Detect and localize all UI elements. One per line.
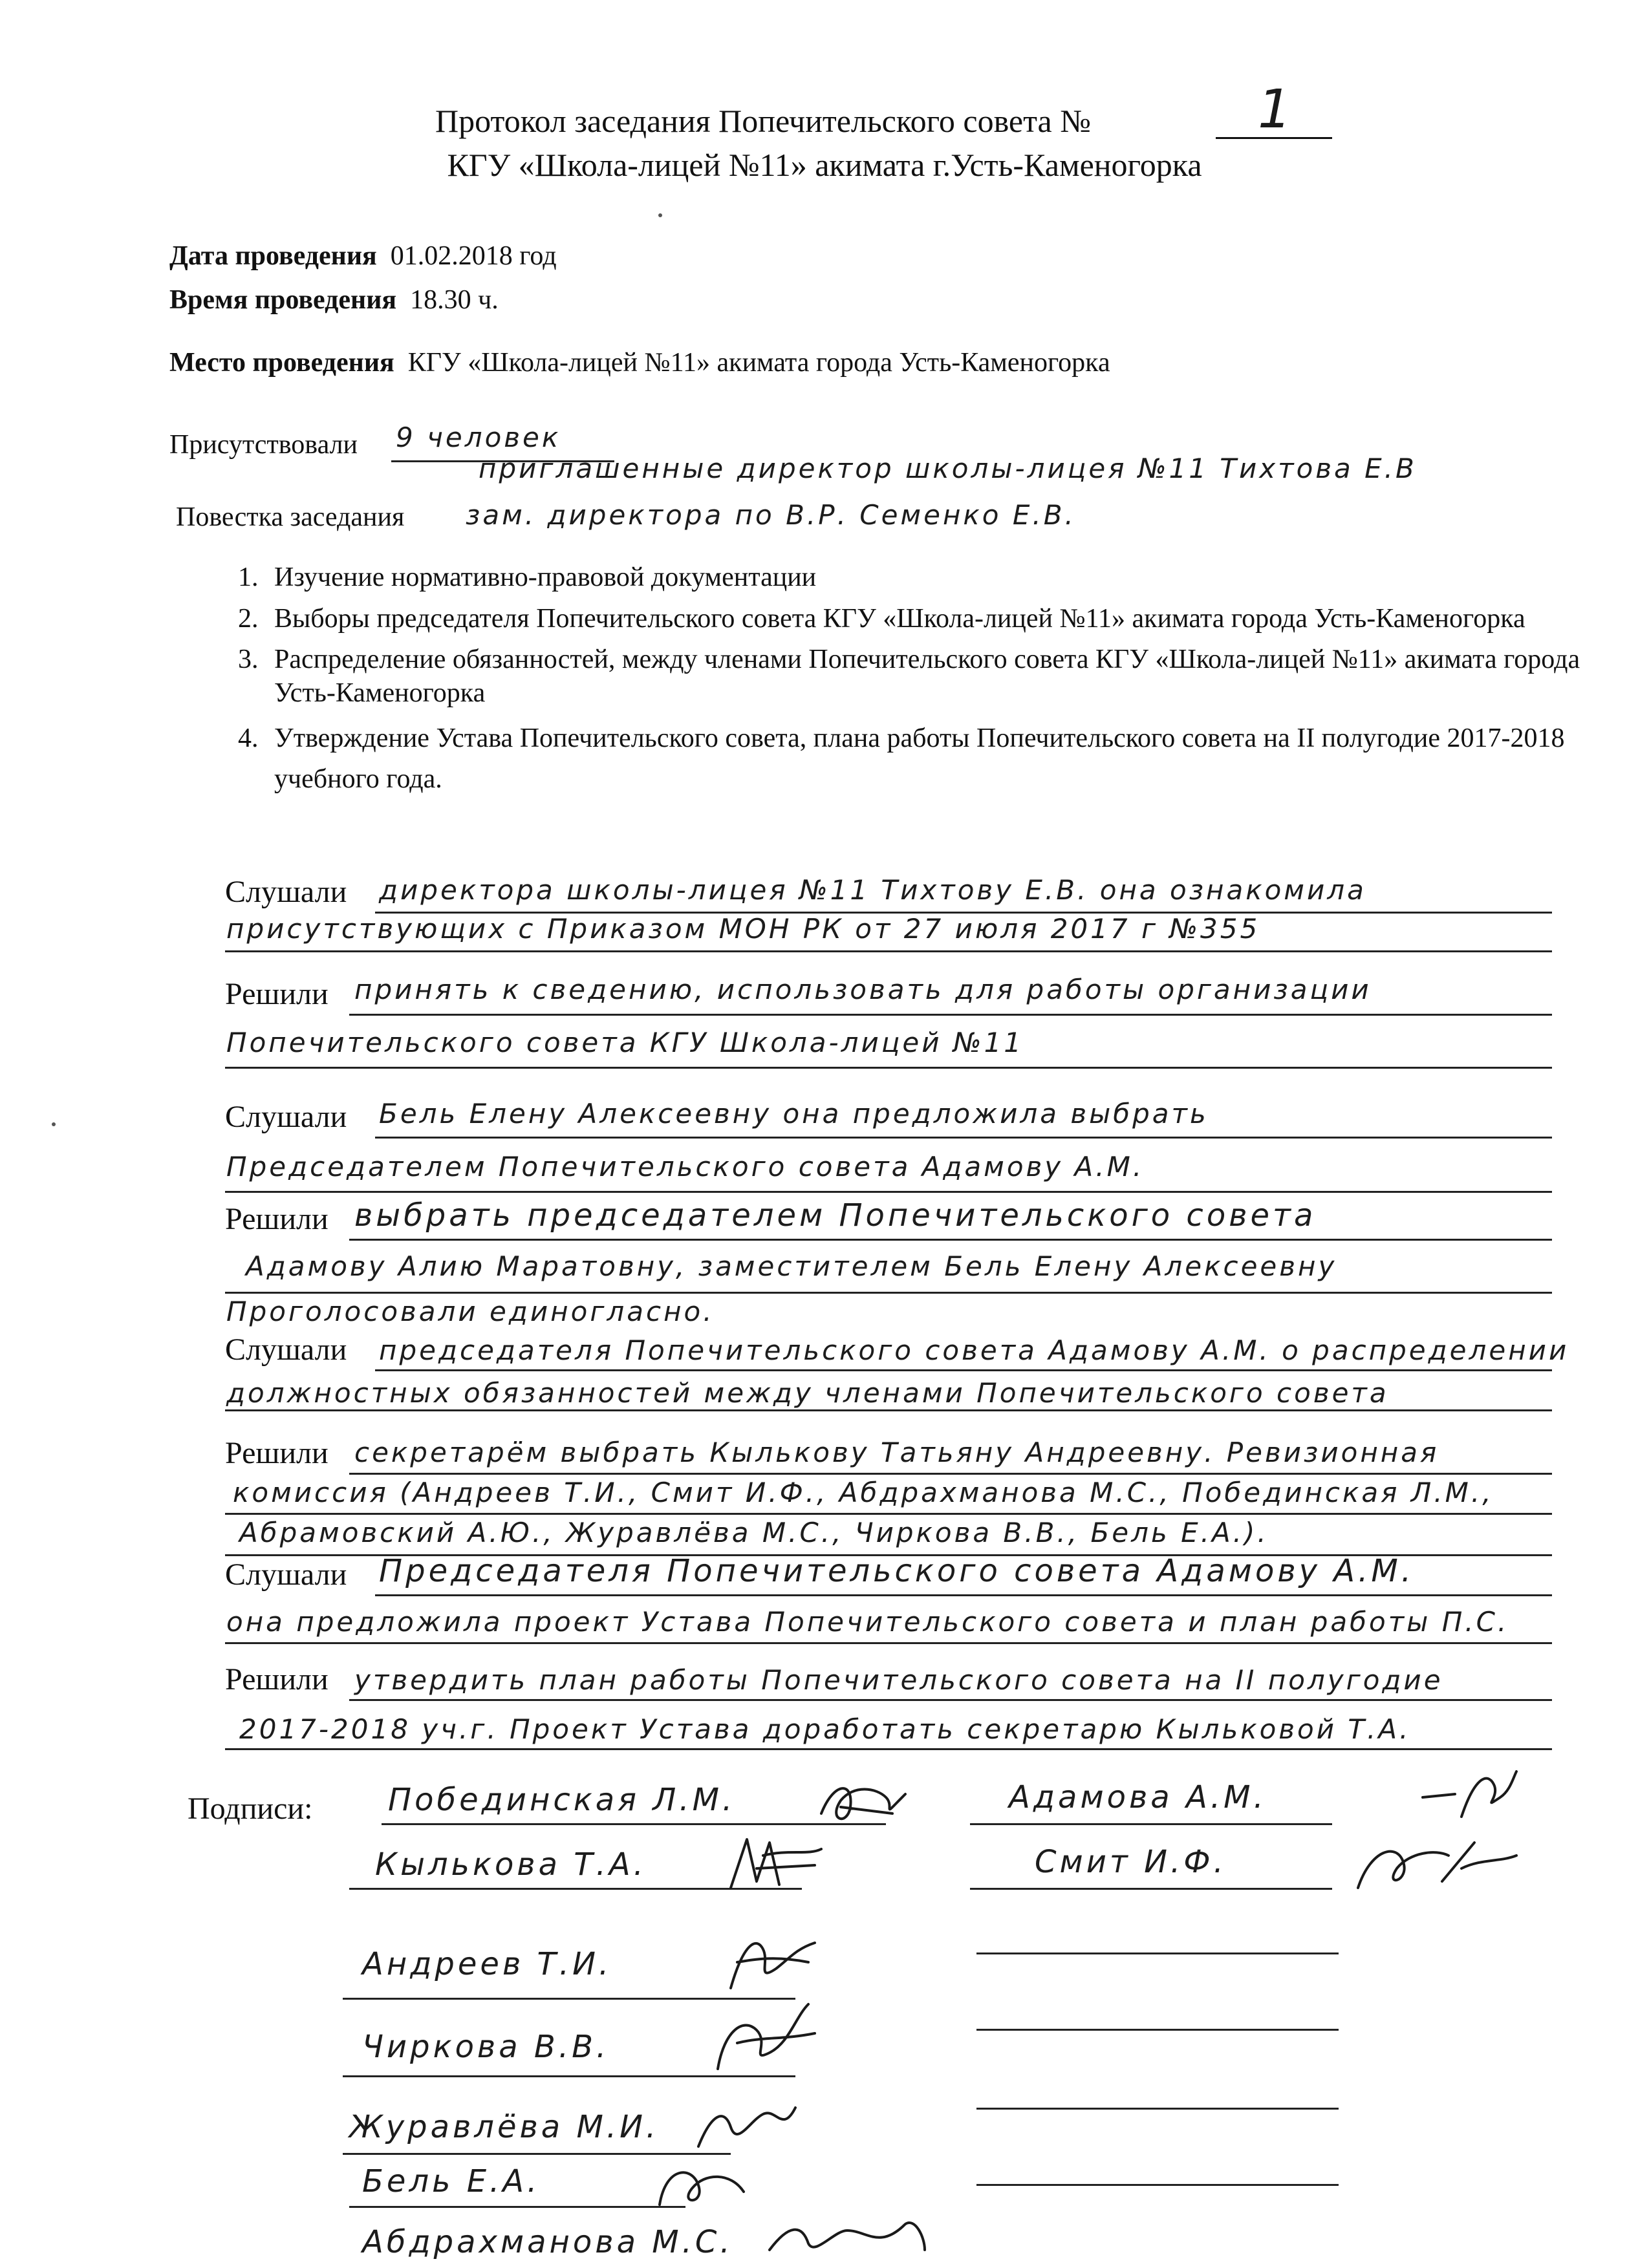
heard-label-4: Слушали: [225, 1557, 347, 1592]
heard-3-underline: [375, 1369, 1552, 1371]
decided-2-text: выбрать председателем Попечительского совета: [354, 1197, 1317, 1234]
agenda-list: [213, 561, 1597, 808]
signature-line-empty: [976, 1952, 1339, 1954]
signature-line-empty: [976, 2108, 1339, 2110]
signature-mark: [1416, 1759, 1520, 1823]
signature-line: [382, 1823, 886, 1825]
heard-4-text: Председателя Попечительского совета Адамову А.М.: [379, 1553, 1415, 1589]
decided-4-text: 2017-2018 уч.г. Проект Устава доработать секретарю Кыльковой Т.А.: [239, 1713, 1411, 1745]
document-title-line1: [0, 102, 1649, 140]
heard-1-underline: [225, 950, 1552, 952]
decided-label-1: Решили: [225, 977, 329, 1011]
place-label: Место проведения: [169, 348, 394, 378]
signer-name: Адамова А.М.: [1009, 1779, 1267, 1815]
protocol-number: 1: [1258, 79, 1292, 140]
signer-name: Кылькова Т.А.: [375, 1846, 647, 1883]
decided-2-underline: [225, 1292, 1552, 1294]
agenda-item: 1. Изучение нормативно-правовой документации: [265, 561, 1597, 595]
present-label: Присутствовали: [169, 430, 358, 460]
heard-2-text: Бель Елену Алексеевну она предложила выбрать: [379, 1098, 1209, 1129]
heard-3-underline: [225, 1409, 1552, 1411]
document-title-line2: КГУ «Школа-лицей №11» акимата г.Усть-Каменогорка: [447, 147, 1202, 183]
signature-line-empty: [976, 2029, 1339, 2031]
signature-mark: [647, 2153, 750, 2218]
decided-1-underline: [225, 1067, 1552, 1069]
decided-4-underline: [225, 1748, 1552, 1750]
agenda-item: 4. Утверждение Устава Попечительского совета, плана работы Попечительского совета на II полугодие 2017-2018 учебного года.: [265, 718, 1597, 800]
signature-line-empty: [976, 2184, 1339, 2186]
heard-label-2: Слушали: [225, 1100, 347, 1134]
heard-1-text: присутствующих с Приказом МОН РК от 27 июля 2017 г №355: [226, 913, 1260, 945]
signature-mark: [815, 1768, 912, 1839]
signature-mark: [1345, 1830, 1520, 1901]
signer-name: Чиркова В.В.: [362, 2029, 610, 2065]
signatures-label: Подписи:: [188, 1792, 313, 1826]
heard-3-text: должностных обязанностей между членами Попечительского совета: [226, 1377, 1389, 1409]
heard-label-1: Слушали: [225, 875, 347, 909]
signer-name: Абдрахманова М.С.: [362, 2224, 733, 2260]
signature-mark: [705, 1991, 821, 2088]
decided-2-underline: [349, 1239, 1552, 1241]
heard-4-underline: [375, 1594, 1552, 1596]
signer-name: Побединская Л.М.: [388, 1782, 736, 1818]
title-text: Протокол заседания Попечительского совета №: [435, 103, 1091, 139]
signature-line: [349, 2206, 685, 2208]
invited-line2-handwritten: зам. директора по В.Р. Семенко Е.В.: [466, 499, 1076, 531]
place-value: КГУ «Школа-лицей №11» акимата города Усть-Каменогорка: [407, 348, 1110, 378]
signature-line: [970, 1888, 1332, 1890]
heard-2-underline: [375, 1137, 1552, 1139]
signature-mark: [718, 1923, 821, 2001]
decided-1-text: Попечительского совета КГУ Школа-лицей №11: [226, 1027, 1024, 1058]
date-label: Дата проведения: [169, 241, 377, 271]
signature-mark: [685, 2095, 802, 2159]
decided-4-text: утвердить план работы Попечительского совета на II полугодие: [354, 1664, 1443, 1696]
signer-name: Бель Е.А.: [362, 2163, 541, 2199]
present-value-handwritten: 9 человек: [396, 422, 561, 453]
time-value: 18.30 ч.: [410, 285, 499, 315]
heard-2-text: Председателем Попечительского совета Адамову А.М.: [226, 1151, 1145, 1182]
signer-name: Смит И.Ф.: [1035, 1844, 1227, 1880]
signature-mark: [718, 1830, 828, 1901]
heard-4-underline: [225, 1642, 1552, 1644]
heard-label-3: Слушали: [225, 1332, 347, 1367]
decided-2-text: Проголосовали единогласно.: [226, 1296, 715, 1327]
place-field: [169, 347, 1110, 378]
decided-2-text: Адамову Алию Маратовну, заместителем Бель Елену Алексеевну: [246, 1250, 1337, 1282]
heard-1-text: директора школы-лицея №11 Тихтову Е.В. она ознакомила: [379, 874, 1366, 906]
signature-line: [970, 1823, 1332, 1825]
decided-3-text: комиссия (Андреев Т.И., Смит И.Ф., Абдрахманова М.С., Побединская Л.М.,: [233, 1477, 1494, 1508]
agenda-item: 3. Распределение обязанностей, между членами Попечительского совета КГУ «Школа-лицей №11» акимата города Усть-Каменогорка: [265, 643, 1597, 710]
heard-3-text: председателя Попечительского совета Адамову А.М. о распределении: [379, 1334, 1569, 1366]
decided-3-underline: [349, 1473, 1552, 1475]
decided-label-4: Решили: [225, 1662, 329, 1696]
scan-speck: [52, 1122, 56, 1126]
decided-3-text: секретарём выбрать Кылькову Татьяну Андреевну. Ревизионная: [354, 1437, 1439, 1468]
agenda-label: Повестка заседания: [176, 502, 405, 532]
date-value: 01.02.2018 год: [390, 241, 557, 271]
signer-name: Андреев Т.И.: [362, 1946, 612, 1982]
decided-label-3: Решили: [225, 1436, 329, 1470]
heard-2-underline: [225, 1191, 1552, 1193]
signer-name: Журавлёва М.И.: [349, 2109, 660, 2145]
heard-4-text: она предложила проект Устава Попечительского совета и план работы П.С.: [226, 1606, 1509, 1638]
time-label: Время проведения: [169, 285, 397, 315]
decided-1-underline: [349, 1014, 1552, 1016]
decided-4-underline: [349, 1699, 1552, 1701]
decided-label-2: Решили: [225, 1202, 329, 1236]
scan-speck: [658, 213, 662, 217]
decided-3-underline: [225, 1513, 1552, 1515]
decided-1-text: принять к сведению, использовать для работы организации: [354, 974, 1372, 1005]
decided-3-text: Абрамовский А.Ю., Журавлёва М.С., Чиркова В.В., Бель Е.А.).: [239, 1517, 1269, 1548]
time-field: [169, 284, 499, 316]
agenda-item: 2. Выборы председателя Попечительского совета КГУ «Школа-лицей №11» акимата города Усть-Каменогорка: [265, 603, 1597, 636]
date-field: [169, 241, 557, 272]
signature-mark: [763, 2211, 931, 2263]
invited-line1-handwritten: приглашенные директор школы-лицея №11 Тихтова Е.В: [479, 453, 1417, 484]
